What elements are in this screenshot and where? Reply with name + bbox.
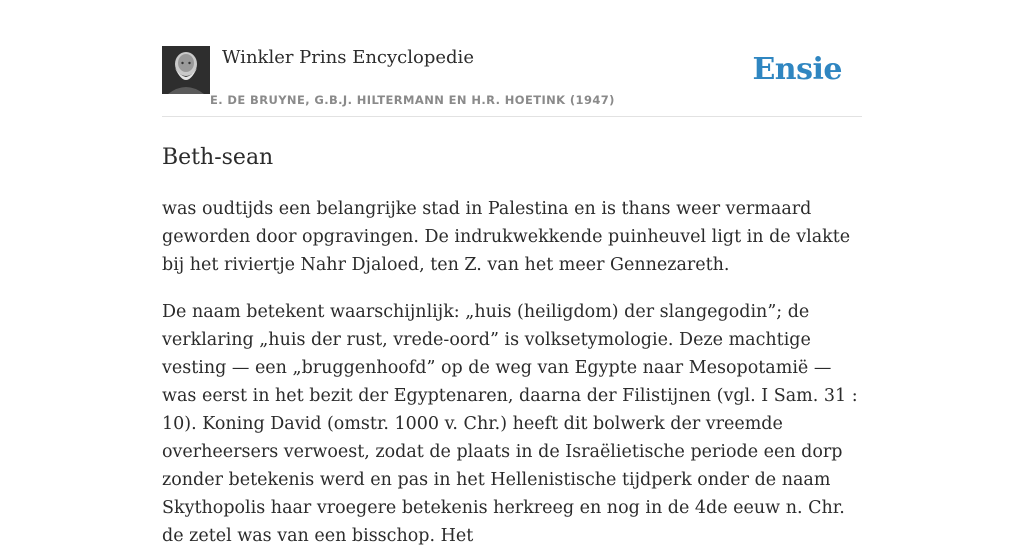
entry-title: Beth-sean (162, 145, 274, 170)
author-portrait-icon (162, 46, 210, 94)
source-title[interactable]: Winkler Prins Encyclopedie (222, 47, 474, 68)
source-authors: E. DE BRUYNE, G.B.J. HILTERMANN EN H.R. HOETINK (1947) (210, 93, 615, 107)
ensie-logo[interactable]: Ensie (752, 52, 842, 87)
entry-paragraph: was oudtijds een belangrijke stad in Palestina en is thans weer vermaard geworden door opgravingen. De indrukwekkende puinheuvel ligt in de vlakte bij het riviertje Nahr Djaloed, ten Z. van het meer Gennezareth. (162, 199, 851, 275)
source-header (162, 0, 862, 117)
entry-body (162, 195, 862, 550)
page (162, 0, 862, 550)
entry-paragraph: De naam betekent waarschijnlijk: „huis (heiligdom) der slangegodin”; de verklaring „huis der rust, vrede-oord” is volksetymologie. Deze machtige vesting — een „bruggenhoofd” op de weg van Egypte naar Mesopotamië — was eerst in het bezit der Egyptenaren, daarna der Filistijnen (vgl. I Sam. 31 : 10). Koning David (omstr. 1000 v. Chr.) heeft dit bolwerk der vreemde overheersers verwoest, zodat de plaats in de Israëlietische periode een dorp zonder betekenis werd en pas in het Hellenistische tijdperk onder de naam Skythopolis haar vroegere betekenis herkreeg en nog in de 4de eeuw n. Chr. de zetel was van een bisschop. Het (162, 302, 858, 546)
